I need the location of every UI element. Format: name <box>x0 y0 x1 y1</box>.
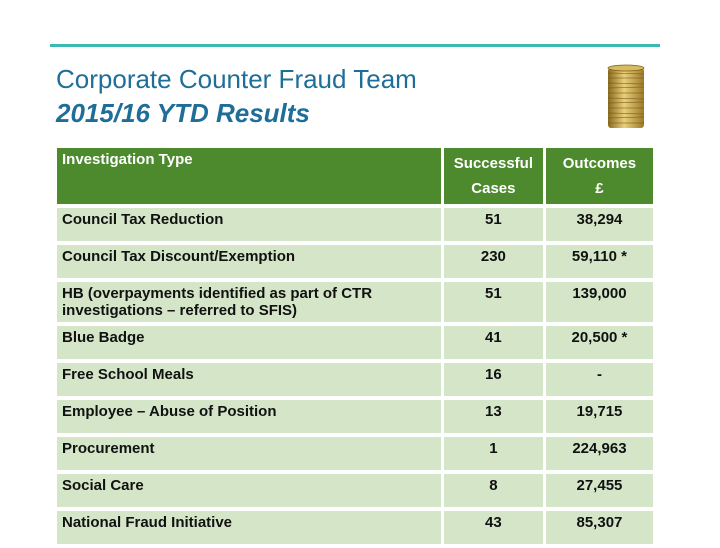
header-outcomes <box>546 148 653 204</box>
row-outcomes: 27,455 <box>546 474 653 507</box>
row-outcomes: - <box>546 363 653 396</box>
header-investigation-type: Investigation Type <box>57 148 441 204</box>
header-successful-cases <box>444 148 543 204</box>
row-type: Procurement <box>57 437 441 470</box>
row-cases: 51 <box>444 282 543 322</box>
row-type: National Fraud Initiative <box>57 511 441 544</box>
row-cases: 41 <box>444 326 543 359</box>
row-cases: 43 <box>444 511 543 544</box>
row-type: HB (overpayments identified as part of CTR investigations – referred to SFIS) <box>57 282 441 322</box>
row-type: Council Tax Discount/Exemption <box>57 245 441 278</box>
row-outcomes: 59,110 * <box>546 245 653 278</box>
row-type: Free School Meals <box>57 363 441 396</box>
table-row <box>57 474 653 507</box>
table-header-row <box>57 148 653 204</box>
results-table <box>54 144 656 548</box>
title-line-1: Corporate Counter Fraud Team <box>56 64 417 94</box>
page-title <box>56 62 417 130</box>
row-type: Blue Badge <box>57 326 441 359</box>
header-outcomes-line-1: Outcomes <box>562 155 637 172</box>
table-row <box>57 437 653 470</box>
row-type: Social Care <box>57 474 441 507</box>
row-type: Council Tax Reduction <box>57 208 441 241</box>
title-line-2: 2015/16 YTD Results <box>56 98 310 128</box>
table-row <box>57 400 653 433</box>
row-outcomes: 139,000 <box>546 282 653 322</box>
coin-stack-icon <box>598 62 656 132</box>
row-cases: 51 <box>444 208 543 241</box>
row-cases: 13 <box>444 400 543 433</box>
row-outcomes: 224,963 <box>546 437 653 470</box>
row-outcomes: 19,715 <box>546 400 653 433</box>
table-row <box>57 208 653 241</box>
row-cases: 16 <box>444 363 543 396</box>
table-row <box>57 511 653 544</box>
header-cases-line-1: Successful <box>453 155 533 172</box>
title-rule <box>50 44 660 47</box>
row-cases: 1 <box>444 437 543 470</box>
row-outcomes: 85,307 <box>546 511 653 544</box>
row-outcomes: 20,500 * <box>546 326 653 359</box>
table-row <box>57 326 653 359</box>
table-row <box>57 363 653 396</box>
row-type: Employee – Abuse of Position <box>57 400 441 433</box>
row-cases: 8 <box>444 474 543 507</box>
header-outcomes-line-2: £ <box>595 180 604 197</box>
row-cases: 230 <box>444 245 543 278</box>
table-row <box>57 282 653 322</box>
table-row <box>57 245 653 278</box>
row-outcomes: 38,294 <box>546 208 653 241</box>
header-cases-line-2: Cases <box>471 180 516 197</box>
